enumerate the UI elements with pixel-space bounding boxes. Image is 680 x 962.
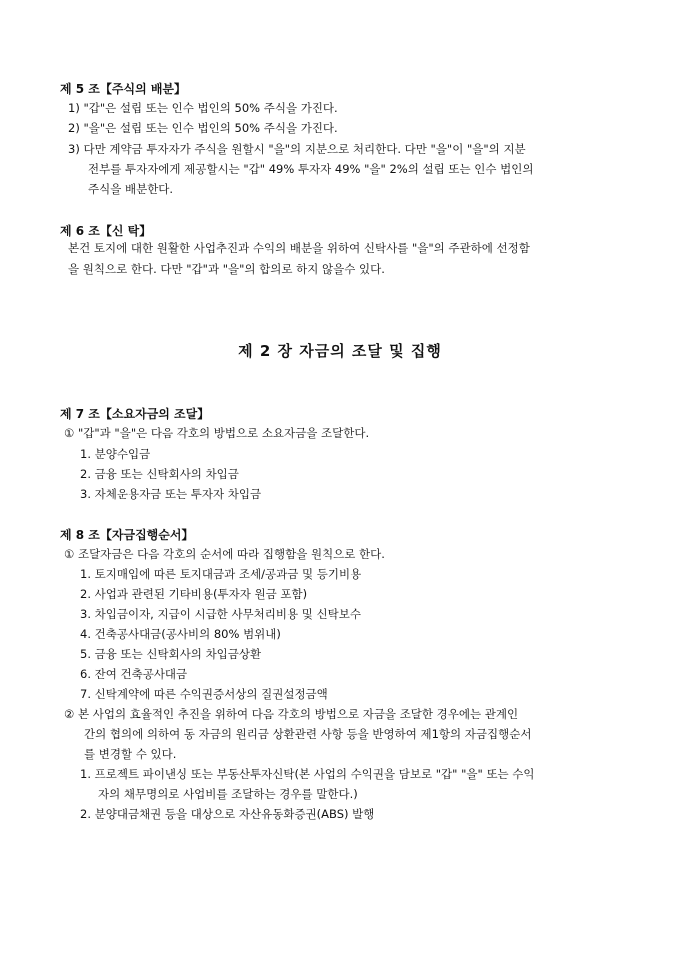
article-5-item-2: 2) "을"은 설립 또는 인수 법인의 50% 주식을 가진다. — [68, 121, 338, 135]
article-8-item-4: 4. 건축공사대금(공사비의 80% 범위내) — [80, 627, 281, 641]
article-8-item-6: 6. 잔여 건축공사대금 — [80, 667, 188, 681]
article-8-sub-item-1: 1. 프로젝트 파이낸싱 또는 부동산투자신탁(본 사업의 수익권을 담보로 "갑" "을" 또는 수익 — [80, 767, 535, 781]
article-8-title: 제 8 조【자금집행순서】 — [60, 528, 194, 542]
article-8-intro-2-cont-2: 를 변경할 수 있다. — [84, 747, 177, 761]
article-8-item-5: 5. 금융 또는 신탁회사의 차입금상환 — [80, 647, 262, 661]
article-6-text-1: 본건 토지에 대한 원활한 사업추진과 수익의 배분을 위하여 신탁사를 "을"의 주관하에 선정함 — [68, 241, 530, 255]
article-7-intro: ① "갑"과 "을"은 다음 각호의 방법으로 소요자금을 조달한다. — [64, 426, 370, 440]
article-7-title: 제 7 조【소요자금의 조달】 — [60, 407, 210, 421]
article-5-item-3: 3) 다만 계약금 투자자가 주식을 원할시 "을"의 지분으로 처리한다. 다만 "을"이 "을"의 지분 — [68, 142, 526, 156]
article-6-text-2: 을 원칙으로 한다. 다만 "갑"과 "을"의 합의로 하지 않을수 있다. — [68, 262, 385, 276]
article-8-sub-item-1-cont: 자의 채무명의로 사업비를 조달하는 경우를 말한다.) — [98, 787, 358, 801]
article-7-item-3: 3. 자체운용자금 또는 투자자 차입금 — [80, 487, 262, 501]
article-8-item-3: 3. 차입금이자, 지급이 시급한 사무처리비용 및 신탁보수 — [80, 607, 361, 621]
article-8-sub-item-2: 2. 분양대금채권 등을 대상으로 자산유동화증권(ABS) 발행 — [80, 807, 375, 821]
article-8-item-7: 7. 신탁계약에 따른 수익권증서상의 질권설정금액 — [80, 687, 328, 701]
chapter-2-title: 제 2 장 자금의 조달 및 집행 — [238, 342, 442, 360]
article-5-title: 제 5 조【주식의 배분】 — [60, 82, 187, 96]
article-8-intro-1: ① 조달자금은 다음 각호의 순서에 따라 집행함을 원칙으로 한다. — [64, 547, 385, 561]
article-5-item-1: 1) "갑"은 설립 또는 인수 법인의 50% 주식을 가진다. — [68, 101, 338, 115]
article-7-item-2: 2. 금융 또는 신탁회사의 차입금 — [80, 467, 239, 481]
article-8-item-1: 1. 토지매입에 따른 토지대금과 조세/공과금 및 등기비용 — [80, 567, 362, 581]
article-7-item-1: 1. 분양수입금 — [80, 447, 151, 461]
article-5-item-3-cont-1: 전부를 투자자에게 제공할시는 "갑" 49% 투자자 49% "을" 2%의 설립 또는 인수 법인의 — [88, 162, 534, 176]
article-8-intro-2-cont-1: 간의 협의에 의하여 동 자금의 원리금 상환관련 사항 등을 반영하여 제1항의 자금집행순서 — [84, 727, 532, 741]
article-8-item-2: 2. 사업과 관련된 기타비용(투자자 원금 포함) — [80, 587, 308, 601]
article-6-title: 제 6 조【신 탁】 — [60, 224, 152, 238]
article-5-item-3-cont-2: 주식을 배분한다. — [88, 182, 174, 196]
article-8-intro-2: ② 본 사업의 효율적인 추진을 위하여 다음 각호의 방법으로 자금을 조달한 경우에는 관계인 — [64, 707, 519, 721]
